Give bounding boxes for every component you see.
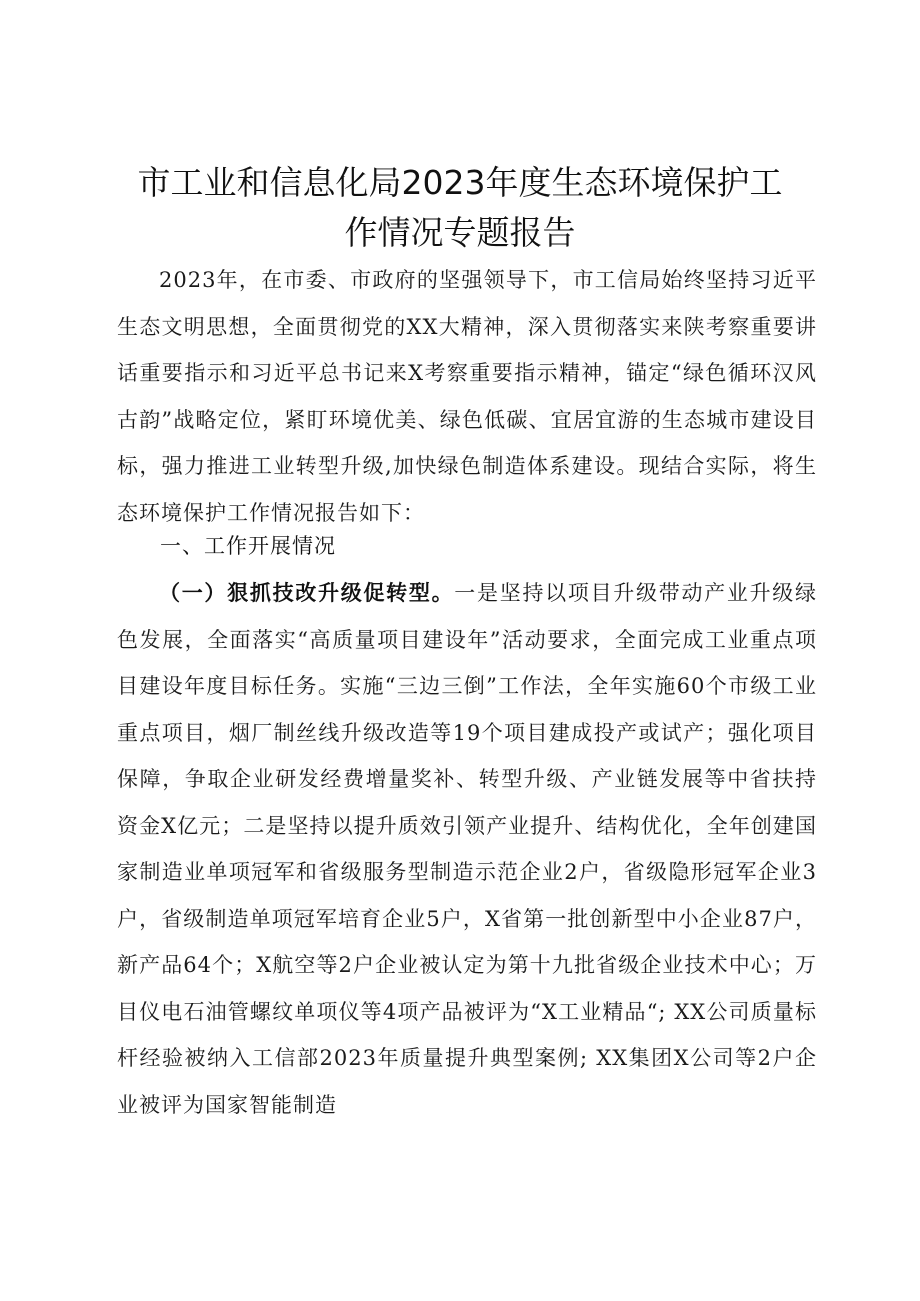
intro-paragraph: 2023年，在市委、市政府的坚强领导下，市工信局始终坚持习近平生态文明思想，全面贯彻党的XX大精神，深入贯彻落实来陕考察重要讲话重要指示和习近平总书记来X考察重要指示精神，锚定“绿色循环汉风古韵”战略定位，紧盯环境优美、绿色低碳、宜居宜游的生态城市建设目标，强力推进工业转型升级,加快绿色制造体系建设。现结合实际，将生态环境保护工作情况报告如下： xyxy=(117,268,817,525)
subsection-1-text: 一是坚持以项目升级带动产业升级绿色发展，全面落实“高质量项目建设年”活动要求，全面完成工业重点项目建设年度目标任务。实施“三边三倒”工作法，全年实施60个市级工业重点项目，烟厂制丝线升级改造等19个项目建成投产或试产；强化项目保障，争取企业研发经费增量奖补、转型升级、产业链发展等中省扶持资金X亿元；二是坚持以提升质效引领产业提升、结构优化，全年创建国家制造业单项冠军和省级服务型制造示范企业2户，省级隐形冠军企业3户，省级制造单项冠军培育企业5户，X省第一批创新型中小企业87户，新产品64个；X航空等2户企业被认定为第十九批省级企业技术中心；万目仪电石油管螺纹单项仪等4项产品被评为“X工业精品“; XX公司质量标杆经验被纳入工信部2023年质量提升典型案例; XX集团X公司等2户企业被评为国家智能制造 xyxy=(117,581,818,1117)
section-heading-work-progress: 一、工作开展情况 xyxy=(160,534,336,558)
subsection-1 xyxy=(117,570,817,1128)
document-title-line-2: 作情况专题报告 xyxy=(344,213,576,252)
subsection-1-lead: （一）狠抓技改升级促转型。 xyxy=(159,581,455,605)
subsection-1-paragraph xyxy=(117,570,817,1128)
intro-section xyxy=(117,257,817,536)
document-title-line-1: 市工业和信息化局2023年度生态环境保护工 xyxy=(137,163,783,202)
